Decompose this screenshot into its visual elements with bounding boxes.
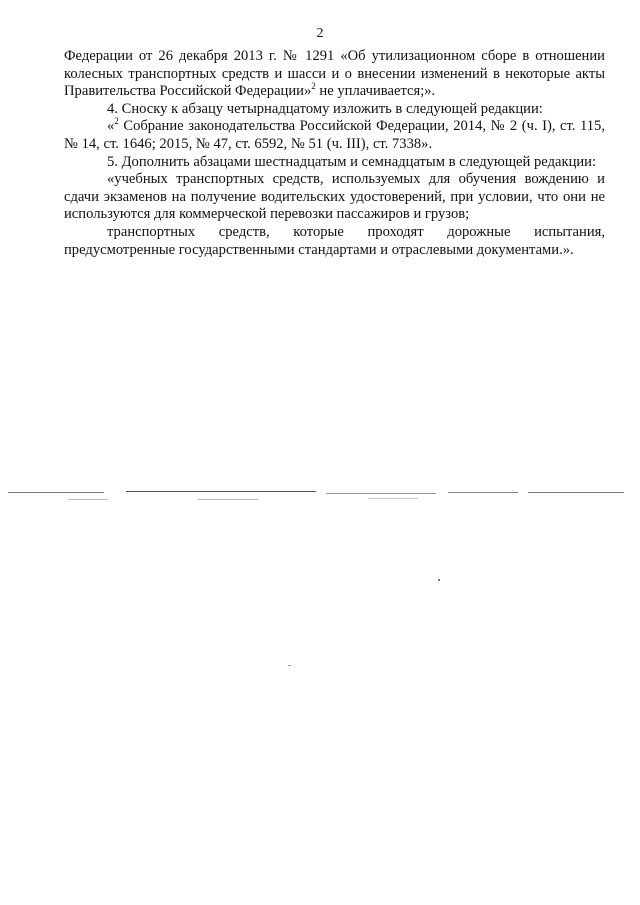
paragraph-test-vehicles: транспортных средств, которые проходят дорожные испытания, предусмотренные государственными стандартами и отраслевыми документами.». [64, 223, 605, 258]
scan-artifact-dash [528, 492, 624, 493]
paragraph-item-4: 4. Сноску к абзацу четырнадцатому изложить в следующей редакции: [107, 100, 543, 117]
paragraph-resolution-reference [64, 48, 605, 101]
scan-artifact-dash [68, 499, 108, 500]
footnote-marker: 2 [311, 81, 316, 92]
scan-artifact-dot [288, 665, 291, 666]
scan-artifact-dash [448, 492, 518, 493]
scan-artifact-dash [368, 498, 418, 499]
paragraph-text: Собрание законодательства Российской Федерации, 2014, № 2 (ч. I), ст. 115, № 14, ст. 1646; 2015, № 47, ст. 6592, № 51 (ч. III), ст. 7338». [64, 118, 605, 152]
paragraph-text: Федерации от 26 декабря 2013 г. № 1291 «Об утилизационном сборе в отношении колесных транспортных средств и шасси и о внесении изменений в некоторые акты Правительства Российской Федерации» [64, 48, 605, 100]
paragraph-text: не уплачивается;». [315, 83, 436, 100]
paragraph-footnote-text [64, 118, 605, 153]
paragraph-training-vehicles: «учебных транспортных средств, используемых для обучения вождению и сдачи экзаменов на получение водительских удостоверений, при условии, что они не используются для коммерческой перевозки пассажиров и грузов; [64, 171, 605, 223]
scan-artifact-line [8, 490, 632, 502]
scan-artifact-dash [326, 493, 436, 494]
quote-open: « [107, 118, 115, 135]
scan-artifact-dash [8, 492, 104, 493]
page-number: 2 [316, 26, 324, 41]
paragraph-item-5: 5. Дополнить абзацами шестнадцатым и семнадцатым в следующей редакции: [107, 153, 597, 170]
document-body [64, 48, 605, 259]
scan-artifact-dot [438, 579, 440, 581]
footnote-marker: 2 [114, 116, 119, 127]
scan-artifact-dash [198, 499, 258, 500]
scan-artifact-dash [126, 491, 316, 492]
